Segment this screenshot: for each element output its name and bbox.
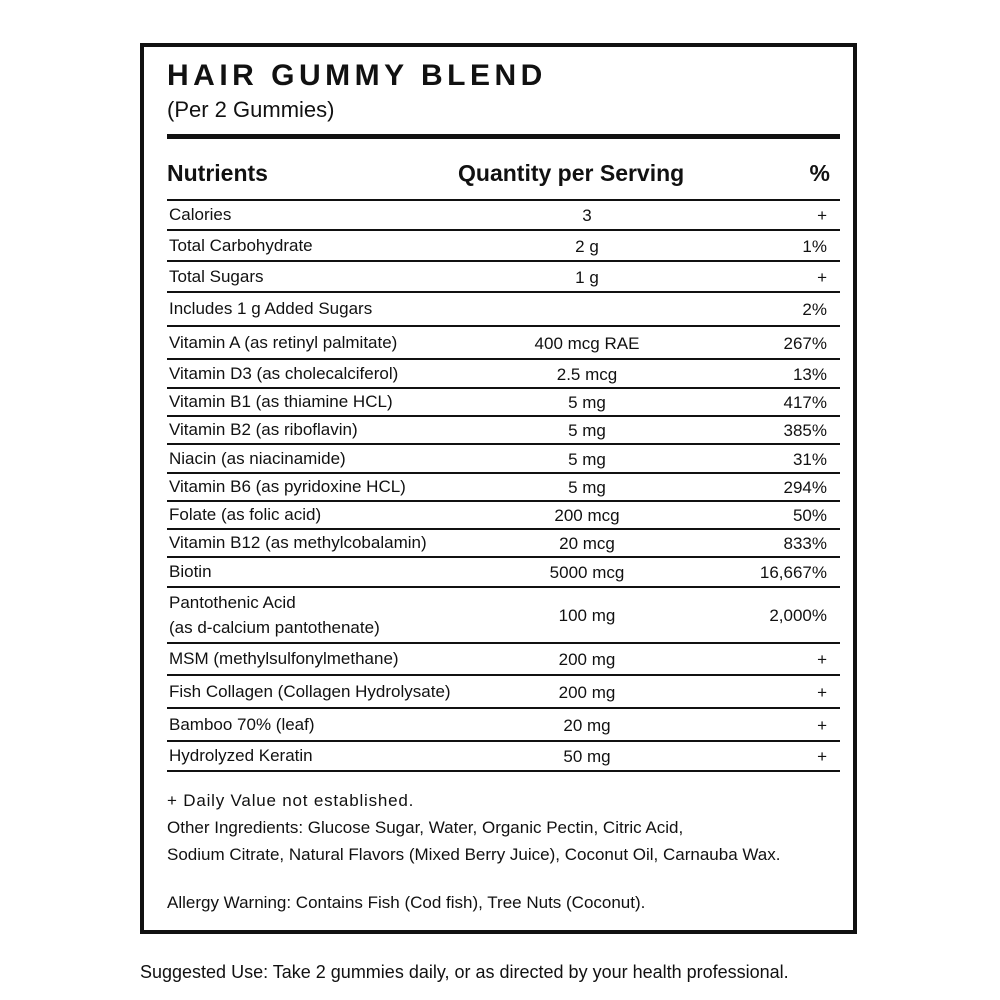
nutrient-quantity: 5000 mcg (549, 563, 625, 582)
table-row (167, 558, 840, 588)
nutrient-name: Calories (169, 205, 232, 224)
nutrient-name: Folate (as folic acid) (169, 505, 322, 524)
nutrient-name: Vitamin B1 (as thiamine HCL) (169, 392, 393, 411)
table-row (167, 327, 840, 360)
table-row (167, 231, 840, 262)
table-row (167, 389, 840, 417)
table-row (167, 676, 840, 709)
nutrient-quantity: 50 mg (563, 747, 611, 766)
nutrient-quantity: 5 mg (568, 449, 606, 469)
nutrient-percent: + (817, 267, 827, 287)
nutrient-name: Total Sugars (169, 266, 264, 286)
nutrient-quantity: 200 mg (558, 682, 616, 702)
nutrient-percent: + (817, 747, 827, 766)
table-row (167, 293, 840, 327)
nutrient-name: Fish Collagen (Collagen Hydrolysate) (169, 681, 451, 701)
nutrient-name: Vitamin D3 (as cholecalciferol) (169, 363, 399, 383)
nutrient-quantity: 5 mg (568, 421, 606, 440)
nutrient-percent: 1% (802, 236, 827, 256)
nutrient-name: Biotin (169, 562, 212, 581)
thick-divider (167, 134, 840, 139)
nutrient-percent: 294% (783, 478, 827, 497)
other-ingredients-line-1: Other Ingredients: Glucose Sugar, Water, Organic Pectin, Citric Acid, (167, 818, 684, 837)
nutrient-quantity: 200 mcg (554, 506, 620, 525)
quantity-header: Quantity per Serving (458, 160, 685, 186)
nutrient-percent: + (817, 206, 827, 225)
nutrient-name: Hydrolyzed Keratin (169, 746, 313, 765)
nutrient-name (169, 590, 380, 640)
nutrient-quantity: 20 mg (563, 715, 611, 735)
nutrient-percent: 2% (802, 300, 827, 319)
nutrient-percent: 833% (783, 534, 827, 553)
nutrient-name: Vitamin B6 (as pyridoxine HCL) (169, 477, 406, 496)
label-notes (167, 787, 780, 868)
nutrient-quantity: 3 (582, 206, 592, 225)
serving-size: (Per 2 Gummies) (167, 97, 335, 122)
nutrient-name: Total Carbohydrate (169, 235, 313, 255)
nutrient-name: Vitamin B12 (as methylcobalamin) (169, 533, 427, 552)
nutrient-percent: 267% (783, 333, 827, 353)
table-row (167, 502, 840, 530)
allergy-warning: Allergy Warning: Contains Fish (Cod fish), Tree Nuts (Coconut). (167, 893, 646, 912)
nutrient-table (167, 201, 840, 772)
nutrients-header: Nutrients (167, 160, 268, 186)
nutrient-name-line-2: (as d-calcium pantothenate) (169, 618, 380, 637)
nutrient-quantity: 400 mcg RAE (534, 333, 640, 353)
nutrient-percent: + (817, 682, 827, 702)
table-row (167, 588, 840, 644)
table-row (167, 360, 840, 389)
nutrient-quantity: 20 mcg (559, 534, 615, 553)
nutrient-percent: 417% (783, 393, 827, 412)
nutrient-name: Vitamin A (as retinyl palmitate) (169, 332, 398, 352)
nutrient-quantity: 5 mg (568, 478, 606, 497)
percent-header: % (809, 160, 830, 186)
table-row (167, 709, 840, 742)
nutrient-percent: 2,000% (769, 606, 827, 625)
nutrient-percent: 13% (792, 364, 827, 384)
table-row (167, 530, 840, 558)
table-row (167, 474, 840, 502)
nutrient-percent: + (817, 650, 827, 669)
nutrient-name: Vitamin B2 (as riboflavin) (169, 420, 358, 439)
table-row (167, 201, 840, 231)
nutrient-percent: 385% (783, 421, 827, 440)
nutrient-percent: 31% (792, 449, 827, 469)
table-row (167, 262, 840, 293)
nutrient-quantity: 5 mg (568, 393, 606, 412)
table-row (167, 417, 840, 445)
table-row (167, 445, 840, 474)
nutrient-quantity: 2.5 mcg (556, 364, 618, 384)
nutrient-quantity: 200 mg (558, 650, 616, 669)
nutrient-name: MSM (methylsulfonylmethane) (169, 649, 399, 668)
nutrient-quantity: 1 g (575, 267, 599, 287)
suggested-use: Suggested Use: Take 2 gummies daily, or as directed by your health professional. (140, 962, 789, 982)
nutrient-quantity: 100 mg (558, 606, 616, 625)
label-title: HAIR GUMMY BLEND (167, 59, 547, 92)
other-ingredients-line-2: Sodium Citrate, Natural Flavors (Mixed Berry Juice), Coconut Oil, Carnauba Wax. (167, 845, 781, 864)
nutrient-name: Bamboo 70% (leaf) (169, 714, 315, 734)
nutrient-name: Includes 1 g Added Sugars (169, 299, 373, 318)
nutrient-percent: 16,667% (759, 563, 827, 582)
daily-value-note: + Daily Value not established. (167, 791, 415, 810)
nutrient-name: Niacin (as niacinamide) (169, 448, 346, 468)
table-row (167, 742, 840, 772)
table-row (167, 644, 840, 676)
supplement-facts-panel (140, 43, 857, 934)
nutrient-percent: + (817, 715, 827, 735)
nutrient-name-line-1: Pantothenic Acid (169, 593, 296, 612)
nutrient-percent: 50% (792, 506, 827, 525)
nutrient-quantity: 2 g (575, 236, 599, 256)
